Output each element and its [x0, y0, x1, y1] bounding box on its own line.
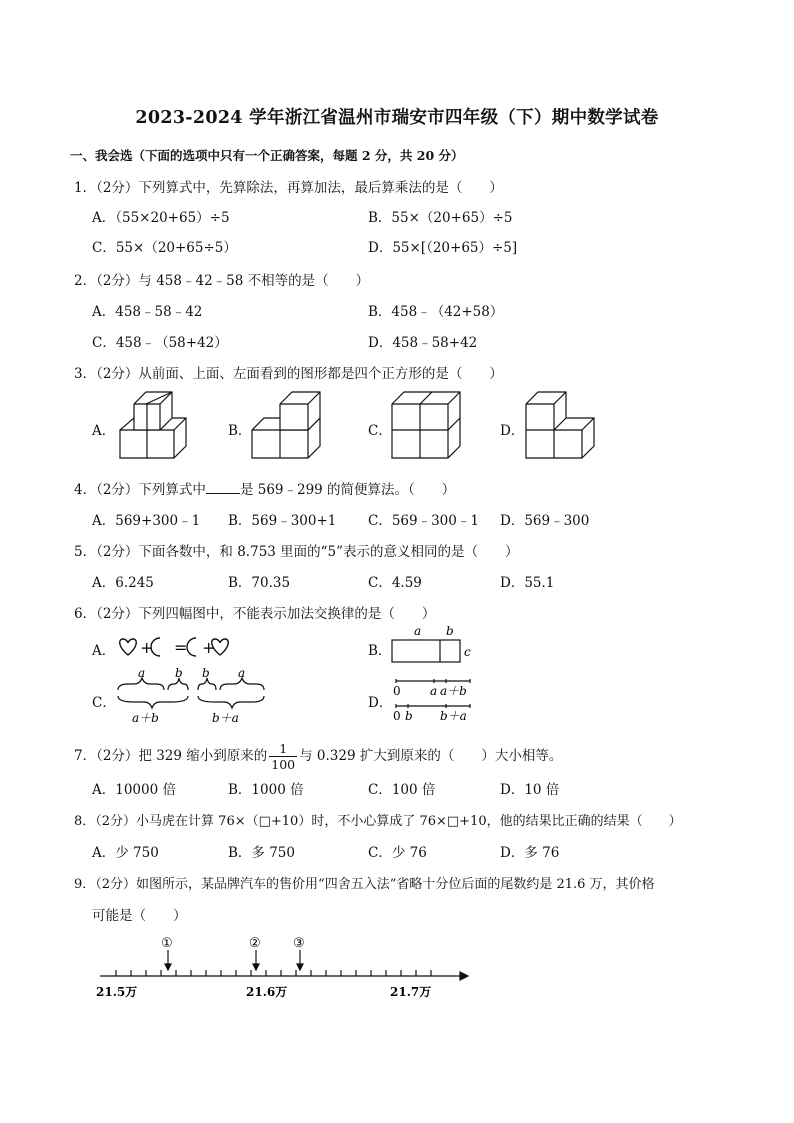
label-b-plus-a: b＋a — [440, 709, 467, 723]
label-b: b — [202, 668, 210, 680]
q7-fraction-denominator: 100 — [271, 757, 296, 772]
q3-option-a[interactable]: A． — [92, 423, 116, 439]
q8-option-a[interactable]: A．少 750 — [92, 845, 159, 861]
q4-stem-post: 是 569﹣299 的简便算法。（ ） — [239, 482, 456, 498]
q4-option-a[interactable]: A．569+300﹣1 — [92, 513, 201, 529]
q1-option-b[interactable]: B．55×（20+65）÷5 — [368, 210, 513, 226]
marker-2: ② — [249, 936, 261, 951]
q6-figure-a — [116, 634, 236, 660]
q1-option-d[interactable]: D．55×[（20+65）÷5] — [368, 240, 518, 256]
equals-sign: = — [174, 638, 188, 657]
q4-option-c[interactable]: C．569﹣300﹣1 — [368, 513, 479, 529]
label-a: a — [430, 684, 438, 698]
question-7-stem — [74, 741, 562, 772]
label-a: a — [414, 624, 422, 638]
q3-cubes-figure-a — [112, 388, 192, 468]
q4-blank — [206, 481, 240, 494]
label-b-plus-a: b＋a — [212, 711, 239, 725]
q3-option-d[interactable]: D． — [500, 423, 525, 439]
label-a: a — [238, 668, 246, 680]
q3-cubes-figure-c — [386, 388, 466, 468]
q9-number-line — [94, 934, 474, 1004]
q6-figure-c — [114, 668, 274, 726]
q5-option-b[interactable]: B．70.35 — [228, 575, 291, 591]
q8-option-c[interactable]: C．少 76 — [368, 845, 427, 861]
q7-fraction-numerator: 1 — [269, 741, 297, 757]
q2-option-c[interactable]: C．458﹣（58+42） — [92, 335, 228, 351]
label-a-plus-b: a＋b — [132, 711, 159, 725]
page-title: 2023-2024 学年浙江省温州市瑞安市四年级（下）期中数学试卷 — [135, 108, 659, 128]
q3-cubes-figure-d — [520, 388, 600, 468]
axis-label-21-5: 21.5万 — [96, 985, 138, 999]
q3-option-c[interactable]: C． — [368, 423, 392, 439]
question-2-stem: 2．（2分）与 458﹣42﹣58 不相等的是（ ） — [74, 273, 370, 289]
question-1-stem: 1．（2分）下列算式中，先算除法，再算加法，最后算乘法的是（ ） — [74, 180, 503, 196]
q2-option-d[interactable]: D．458﹣58+42 — [368, 335, 478, 351]
heart-icon — [120, 639, 137, 655]
question-6-stem: 6．（2分）下列四幅图中，不能表示加法交换律的是（ ） — [74, 606, 436, 622]
question-4-stem — [74, 478, 455, 498]
plus-sign: + — [202, 638, 216, 657]
q6-option-a[interactable]: A． — [92, 643, 116, 659]
label-c: c — [464, 645, 471, 659]
axis-label-21-7: 21.7万 — [390, 985, 432, 999]
q6-figure-b — [388, 622, 478, 672]
q8-option-d[interactable]: D．多 76 — [500, 845, 560, 861]
label-b: b — [405, 709, 413, 723]
q8-option-b[interactable]: B．多 750 — [228, 845, 295, 861]
q3-option-b[interactable]: B． — [228, 423, 252, 439]
plus-sign: + — [140, 638, 154, 657]
label-a-plus-b: a＋b — [440, 684, 467, 698]
q4-option-b[interactable]: B．569﹣300+1 — [228, 513, 337, 529]
q5-option-a[interactable]: A．6.245 — [92, 575, 154, 591]
question-8-stem: 8．（2分）小马虎在计算 76×（□+10）时，不小心算成了 76×□+10，他的结果比正确的结果（ ） — [74, 814, 682, 829]
q4-option-d[interactable]: D．569﹣300 — [500, 513, 590, 529]
q7-option-b[interactable]: B．1000 倍 — [228, 782, 304, 798]
axis-label-21-6: 21.6万 — [246, 985, 288, 999]
q5-option-c[interactable]: C．4.59 — [368, 575, 422, 591]
q2-option-a[interactable]: A．458﹣58﹣42 — [92, 304, 203, 320]
q7-stem-post: 与 0.329 扩大到原来的（ ）大小相等。 — [299, 748, 563, 764]
label-zero: 0 — [393, 684, 401, 698]
question-3-stem: 3．（2分）从前面、上面、左面看到的图形都是四个正方形的是（ ） — [74, 366, 503, 382]
label-zero: 0 — [393, 709, 401, 723]
q6-figure-d — [390, 676, 480, 724]
q3-cubes-figure-b — [248, 388, 328, 468]
q7-option-c[interactable]: C．100 倍 — [368, 782, 436, 798]
q5-option-d[interactable]: D．55.1 — [500, 575, 555, 591]
q7-option-a[interactable]: A．10000 倍 — [92, 782, 176, 798]
question-5-stem: 5．（2分）下面各数中，和 8.753 里面的“5”表示的意义相同的是（ ） — [74, 544, 519, 560]
q6-option-b[interactable]: B． — [368, 643, 392, 659]
q6-option-c[interactable]: C． — [92, 695, 116, 711]
q6-option-d[interactable]: D． — [368, 695, 393, 711]
label-a: a — [138, 668, 146, 680]
q2-option-b[interactable]: B．458﹣（42+58） — [368, 304, 504, 320]
q4-stem-pre: 4．（2分）下列算式中 — [74, 482, 206, 498]
label-b: b — [446, 624, 454, 638]
q7-stem-pre: 7．（2分）把 329 缩小到原来的 — [74, 748, 268, 764]
moon-icon — [187, 638, 196, 656]
q1-option-c[interactable]: C．55×（20+65÷5） — [92, 240, 237, 256]
q1-option-a[interactable]: A．（55×20+65）÷5 — [92, 210, 230, 226]
question-9-stem-line1: 9．（2分）如图所示，某品牌汽车的售价用“四舍五入法”省略十分位后面的尾数约是 21.6 万，其价格 — [74, 877, 655, 892]
label-b: b — [175, 668, 183, 680]
marker-3: ③ — [293, 936, 305, 951]
question-9-stem-line2: 可能是（ ） — [92, 908, 187, 924]
section-heading: 一、我会选（下面的选项中只有一个正确答案，每题 2 分，共 20 分） — [70, 148, 464, 163]
q7-option-d[interactable]: D．10 倍 — [500, 782, 560, 798]
marker-1: ① — [161, 936, 173, 951]
